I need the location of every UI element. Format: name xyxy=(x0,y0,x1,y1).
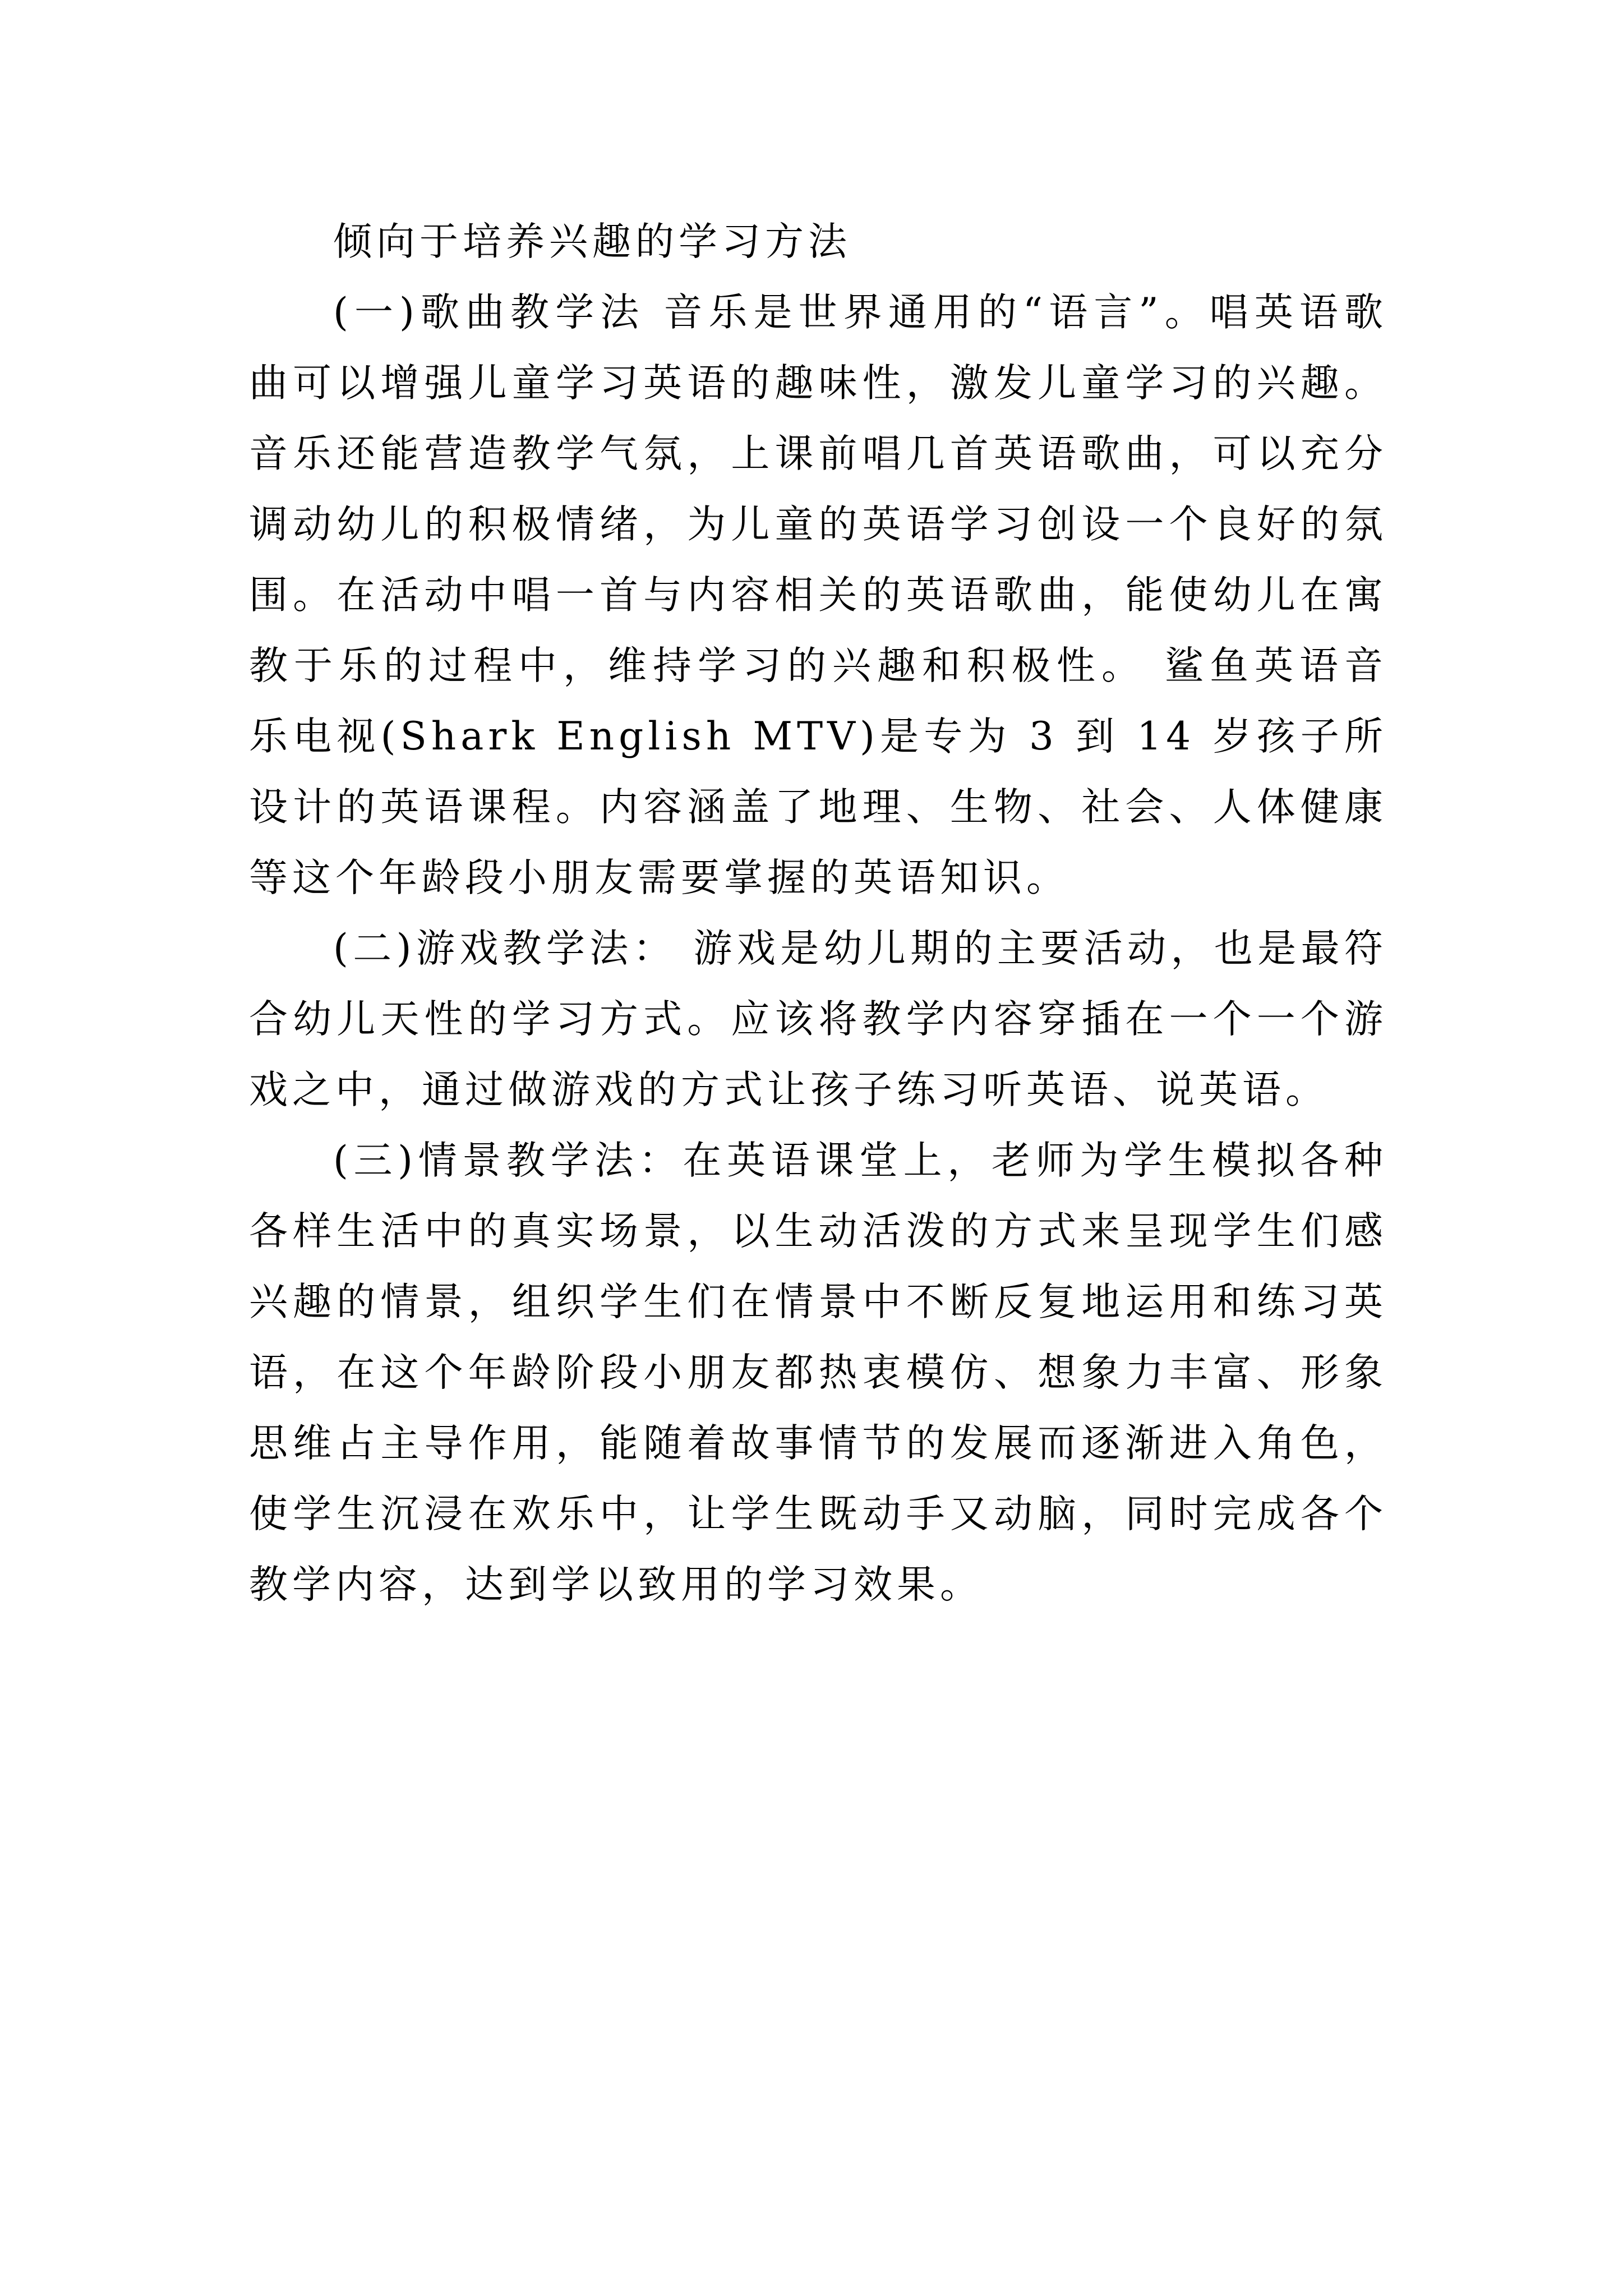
paragraph-song-teaching: (一)歌曲教学法 音乐是世界通用的“语言”。唱英语歌曲可以增强儿童学习英语的趣味性，激发儿童学习的兴趣。音乐还能营造教学气氛，上课前唱几首英语歌曲，可以充分调动幼儿的积极情绪，为儿童的英语学习创设一个良好的氛围。在活动中唱一首与内容相关的英语歌曲，能使幼儿在寓教于乐的过程中，维持学习的兴趣和积极性。 鲨鱼英语音乐电视(Shark English MTV)是专为 3 到 14 岁孩子所设计的英语课程。内容涵盖了地理、生物、社会、人体健康等这个年龄段小朋友需要掌握的英语知识。 xyxy=(249,290,1387,900)
paragraph-scenario-teaching: (三)情景教学法：在英语课堂上，老师为学生模拟各种各样生活中的真实场景，以生动活泼的方式来呈现学生们感兴趣的情景，组织学生们在情景中不断反复地运用和练习英语，在这个年龄阶段小朋友都热衷模仿、想象力丰富、形象思维占主导作用，能随着故事情节的发展而逐渐进入角色，使学生沉浸在欢乐中，让学生既动手又动脑，同时完成各个教学内容，达到学以致用的学习效果。 xyxy=(249,1138,1387,1607)
document-body xyxy=(249,206,1387,1620)
paragraph-game-teaching: (二)游戏教学法： 游戏是幼儿期的主要活动，也是最符合幼儿天性的学习方式。应该将教学内容穿插在一个一个游戏之中，通过做游戏的方式让孩子练习听英语、说英语。 xyxy=(249,926,1387,1112)
paragraph-heading: 倾向于培养兴趣的学习方法 xyxy=(333,219,851,264)
